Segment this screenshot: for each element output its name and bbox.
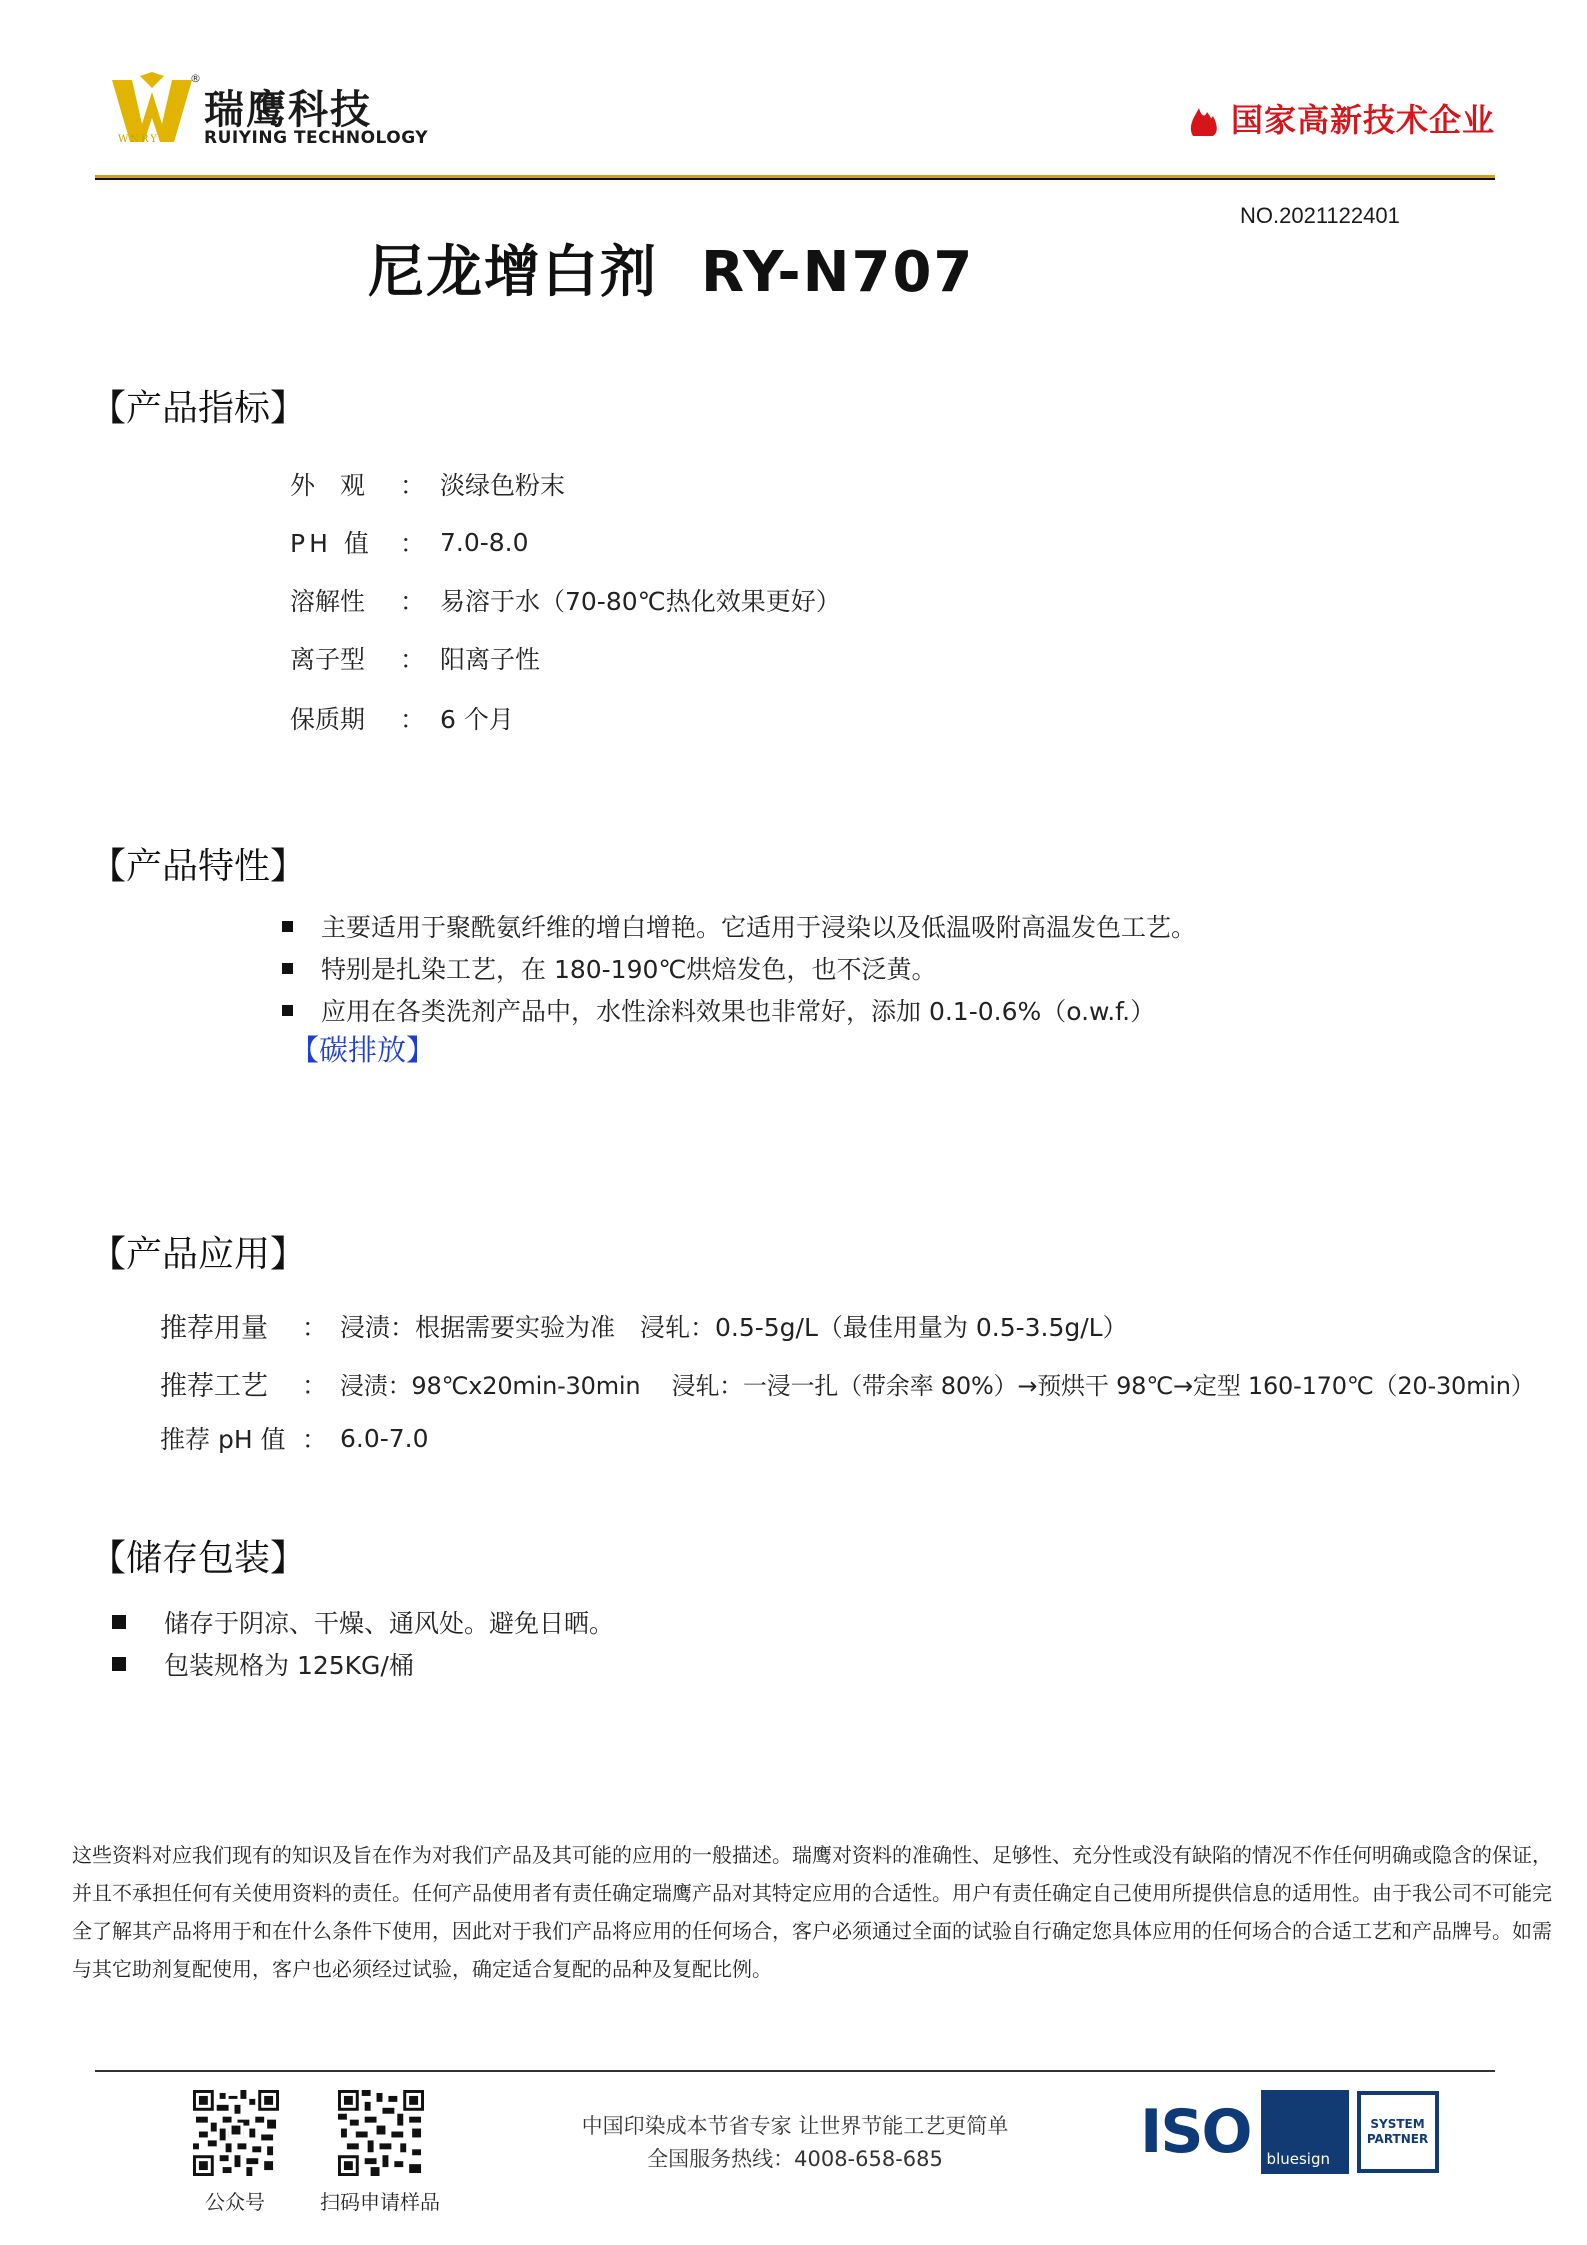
- application-label: 推荐 pH 值: [160, 1425, 286, 1454]
- qr-caption-official-account: 公众号: [205, 2190, 265, 2214]
- brand-name-cn: 瑞鹰科技: [204, 87, 372, 133]
- bullet-square-icon: [282, 921, 293, 932]
- list-item: [282, 992, 1155, 1028]
- storage-text: 储存于阴凉、干燥、通风处。避免日晒。: [164, 1609, 615, 1638]
- spec-label: 保质期: [290, 705, 366, 734]
- disclaimer-text: 这些资料对应我们现有的知识及旨在作为对我们产品及其可能的应用的一般描述。瑞鹰对资料的准确性、足够性、充分性或没有缺陷的情况不作任何明确或隐含的保证，并且不承担任何有关使用资料的责任。任何产品使用者有责任确定瑞鹰产品对其特定应用的合适性。用户有责任确定自己使用所提供信息的适用性。由于我公司不可能完全了解其产品将用于和在什么条件下使用，因此对于我们产品将应用的任何场合，客户必须通过全面的试验自行确定您具体应用的任何场合的合适工艺和产品牌号。如需与其它助剂复配使用，客户也必须经过试验，确定适合复配的品种及复配比例。: [72, 1843, 1552, 1981]
- storage-text: 包装规格为 125KG/桶: [164, 1651, 414, 1680]
- spec-colon: ：: [400, 587, 426, 616]
- spec-row: [290, 640, 540, 676]
- iso-logo: ISO: [1140, 2097, 1251, 2167]
- page-title: 尼龙增白剂 RY-N707: [368, 240, 975, 305]
- spec-row: [290, 582, 841, 618]
- spec-value: 阳离子性: [440, 645, 541, 674]
- header-divider-black: [95, 178, 1495, 180]
- certification-logos: [1140, 2090, 1439, 2174]
- spec-value: 6 个月: [440, 705, 514, 734]
- feature-text: 特别是扎染工艺，在 180-190℃烘焙发色，也不泛黄。: [321, 955, 937, 984]
- application-row: [160, 1306, 1128, 1345]
- bluesign-text: bluesign: [1266, 2150, 1330, 2168]
- list-item: [112, 1646, 414, 1682]
- qr-code-official-account-icon[interactable]: [193, 2090, 279, 2176]
- qr-caption-sample-request: 扫码申请样品: [320, 2190, 440, 2214]
- spec-row: [290, 700, 514, 736]
- spec-label: 离子型: [290, 645, 366, 674]
- service-hotline: 全国服务热线：4008-658-685: [647, 2147, 943, 2171]
- footer-divider: [95, 2070, 1495, 2072]
- application-colon: ：: [302, 1425, 328, 1454]
- application-value: 浸渍：根据需要实验为准 浸轧：0.5-5g/L（最佳用量为 0.5-3.5g/L）: [340, 1312, 1128, 1342]
- spec-value: 易溶于水（70-80℃热化效果更好）: [440, 587, 841, 616]
- application-colon: ：: [302, 1312, 328, 1342]
- application-value: 浸渍：98℃x20min-30min 浸轧：一浸一扎（带余率 80%）→预烘干 98℃→定型 160-170℃（20-30min）: [340, 1372, 1535, 1400]
- bullet-square-icon: [112, 1657, 126, 1671]
- spec-row: [290, 466, 565, 502]
- spec-colon: ：: [400, 471, 426, 500]
- feature-text: 主要适用于聚酰氨纤维的增白增艳。它适用于浸染以及低温吸附高温发色工艺。: [321, 913, 1197, 942]
- spec-value: 7.0-8.0: [440, 527, 529, 557]
- bullet-square-icon: [112, 1615, 126, 1629]
- footer-slogan: [575, 2110, 1015, 2176]
- spec-value: 淡绿色粉末: [440, 471, 566, 500]
- spec-label: 外 观: [290, 471, 366, 500]
- section-application-heading: 【产品应用】: [90, 1234, 307, 1275]
- application-row: [160, 1420, 429, 1456]
- section-storage-heading: 【储存包装】: [90, 1538, 307, 1579]
- brand-mark-text: WNRY: [118, 134, 159, 145]
- registered-mark: ®: [190, 72, 201, 85]
- bluesign-logo: [1261, 2090, 1349, 2174]
- qr-code-sample-request-icon[interactable]: [338, 2090, 424, 2176]
- spec-colon: ：: [400, 529, 426, 558]
- flame-icon: [1185, 98, 1225, 138]
- spec-colon: ：: [400, 705, 426, 734]
- carbon-emission-link[interactable]: 【碳排放】: [290, 1033, 436, 1067]
- spec-label: 溶解性: [290, 587, 366, 616]
- application-label: 推荐用量: [160, 1313, 268, 1344]
- application-colon: ：: [302, 1370, 328, 1400]
- spec-row: [290, 524, 529, 560]
- spec-label: PH 值: [290, 529, 373, 558]
- application-row: [160, 1364, 1535, 1403]
- list-item: [282, 908, 1196, 944]
- application-value: 6.0-7.0: [340, 1423, 429, 1453]
- brand-name-en: RUIYING TECHNOLOGY: [204, 128, 429, 148]
- list-item: [282, 950, 936, 986]
- bullet-square-icon: [282, 963, 293, 974]
- slogan-line: 中国印染成本节省专家 让世界节能工艺更简单: [581, 2114, 1009, 2138]
- spec-colon: ：: [400, 645, 426, 674]
- high-tech-enterprise-badge: [1185, 95, 1495, 141]
- high-tech-enterprise-text: 国家高新技术企业: [1231, 101, 1496, 139]
- bullet-square-icon: [282, 1005, 293, 1016]
- section-specs-heading: 【产品指标】: [90, 388, 307, 429]
- document-number: NO.2021122401: [1240, 203, 1400, 228]
- feature-text: 应用在各类洗剂产品中，水性涂料效果也非常好，添加 0.1-0.6%（o.w.f.）: [321, 997, 1156, 1026]
- list-item: [112, 1604, 614, 1640]
- application-label: 推荐工艺: [160, 1371, 268, 1402]
- section-features-heading: 【产品特性】: [90, 846, 307, 887]
- system-partner-badge: SYSTEM PARTNER: [1357, 2091, 1439, 2173]
